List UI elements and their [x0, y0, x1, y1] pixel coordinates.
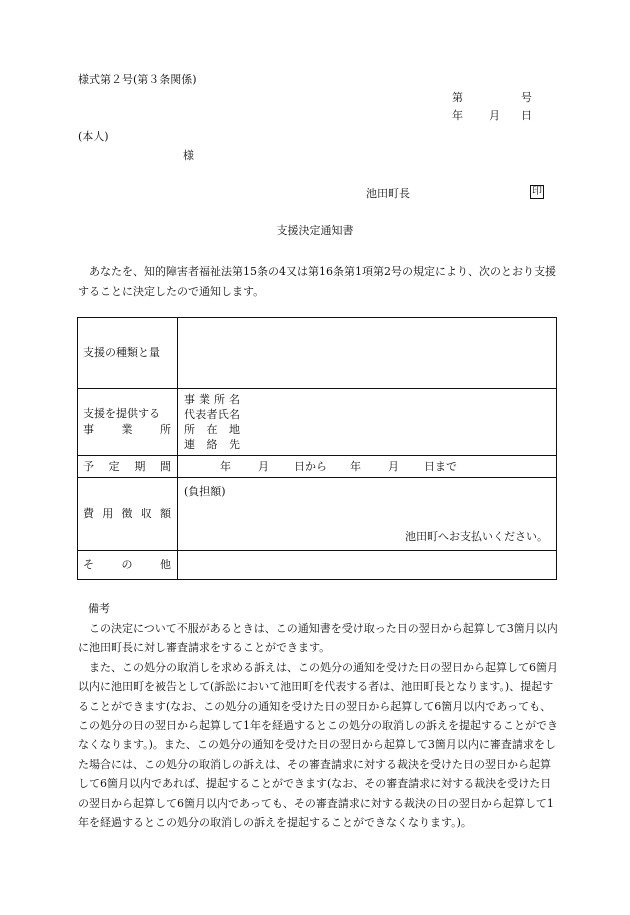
table-row-kind: [78, 318, 557, 389]
provider-label-char: 業: [121, 423, 133, 436]
date-year: 年: [452, 109, 463, 122]
provider-label-line2: [83, 422, 171, 438]
remarks-title: 備考: [88, 602, 110, 615]
provider-label-char: 所: [160, 423, 171, 436]
remarks-body: [78, 619, 559, 832]
period-end-month: 月: [388, 460, 399, 473]
provider-field-representative: 代 表 者 氏 名: [184, 408, 240, 421]
remarks-paragraph: また、この処分の取消しを求める訴えは、この処分の通知を受けた日の翌日から起算して6箇月以内に池田町を被告として(訴訟において池田町を代表する者は、池田町長となります。)、提起することができます(なお、この処分の通知を受けた日の翌日から起算して6箇月以内であっても、この処分の日の翌日から起算して1年を経過するとこの処分の取消しの訴えを提起することができなくなります。)。また、この処分の通知を受けた日の翌日から起算して3箇月以内に審査請求をした場合には、この処分の取消しの訴えは、その審査請求に対する裁決を受けた日の翌日から起算して6箇月以内であれば、提起することができます(なお、その審査請求に対する裁決を受けた日の翌日から起算して6箇月以内であっても、その審査請求に対する裁決の日の翌日から起算して1年を経過するとこの処分の取消しの訴えを提起することができなくなります。)。: [78, 660, 558, 830]
document-number-prefix: 第: [452, 91, 463, 104]
fee-payment-note: 池田町へお支払いください。: [405, 530, 548, 543]
period-start-year: 年: [220, 460, 231, 473]
provider-label-char: 事: [83, 423, 94, 436]
notice-body: あなたを、知的障害者福祉法第15条の4又は第16条第1項第2号の規定により、次のとおり支援することに決定したので通知します。: [78, 265, 556, 298]
other-label: そ の 他: [78, 551, 178, 580]
period-start-month: 月: [258, 460, 269, 473]
recipient-label: (本人): [78, 130, 109, 143]
kind-label: 支援の種類と量: [78, 318, 178, 389]
document-number-suffix: 号: [521, 91, 532, 104]
provider-field-contact: 連 絡 先: [184, 438, 240, 451]
table-row-fee: [78, 478, 557, 551]
other-value: [178, 551, 557, 580]
decision-table: [77, 317, 557, 580]
table-row-provider: [78, 389, 557, 456]
form-number: 様式第２号(第３条関係): [78, 73, 197, 86]
recipient-honorific: 様: [183, 149, 194, 162]
issuer-name: 池田町長: [366, 187, 410, 200]
fee-label: 費 用 徴 収 額: [78, 478, 178, 551]
kind-value: [178, 318, 557, 389]
date-month: 月: [489, 109, 500, 122]
document-title: 支援決定通知書: [276, 224, 354, 237]
provider-label-line1: 支援を提供する: [83, 407, 160, 420]
period-label: 予 定 期 間: [78, 456, 178, 478]
period-end-year: 年: [350, 460, 361, 473]
fee-note: (負担額): [184, 485, 226, 498]
seal-box: 印: [532, 186, 542, 197]
period-end-day: 日まで: [424, 460, 457, 473]
remarks-paragraph: この決定について不服があるときは、この通知書を受け取った日の翌日から起算して3箇月以内に池田町長に対し審査請求をすることができます。: [78, 622, 558, 655]
period-start-day: 日から: [294, 460, 327, 473]
provider-field-address: 所 在 地: [184, 423, 240, 436]
provider-label: [78, 389, 178, 456]
provider-fields: [184, 392, 556, 452]
table-row-period: [78, 456, 557, 478]
period-value: [178, 456, 557, 478]
fee-value: [178, 478, 557, 551]
provider-value: [178, 389, 557, 456]
table-row-other: [78, 551, 557, 580]
provider-field-name: 事 業 所 名: [184, 393, 240, 406]
date-day: 日: [521, 109, 532, 122]
